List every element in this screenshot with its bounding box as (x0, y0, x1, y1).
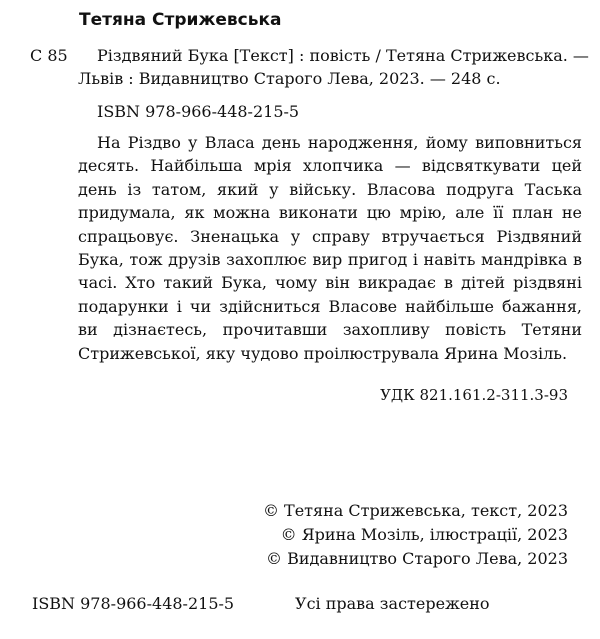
udk-code: УДК 821.161.2-311.3-93 (380, 386, 568, 404)
annotation-paragraph: На Різдво у Власа день народження, йому виповниться десять. Найбільша мрія хлопчика — відсвяткувати цей день із татом, який у війську. Власова подруга Таська придумала, як можна виконати цю мрію, але її план не спрацьовує. Зненацька у справу втручається Різдвяний Бука, тож друзів захоплює вир пригод і навіть мандрівка в часі. Хто такий Бука, чому він викрадає в дітей різдвяні подарунки і чи здійсниться Власове найбільше бажання, ви дізнаєтесь, прочитавши захопливу повість Тетяни Стрижевської, яку чудово проілюструвала Ярина Мозіль. (78, 133, 582, 363)
copyright-publisher: © Видавництво Старого Лева, 2023 (266, 549, 568, 568)
rights-reserved: Усі права застережено (295, 594, 490, 613)
isbn-bottom: ISBN 978-966-448-215-5 (32, 594, 235, 613)
bibliographic-line-2: Львів : Видавництво Старого Лева, 2023. — 248 с. (78, 69, 501, 88)
isbn-top: ISBN 978-966-448-215-5 (97, 102, 300, 121)
copyright-author: © Тетяна Стрижевська, текст, 2023 (262, 501, 568, 520)
bibliographic-line-1: Різдвяний Бука [Текст] : повість / Тетяна Стрижевська. — (97, 46, 589, 65)
author-name: Тетяна Стрижевська (79, 10, 282, 30)
cutter-code: С 85 (30, 46, 68, 65)
copyright-illustrator: © Ярина Мозіль, ілюстрації, 2023 (280, 525, 568, 544)
